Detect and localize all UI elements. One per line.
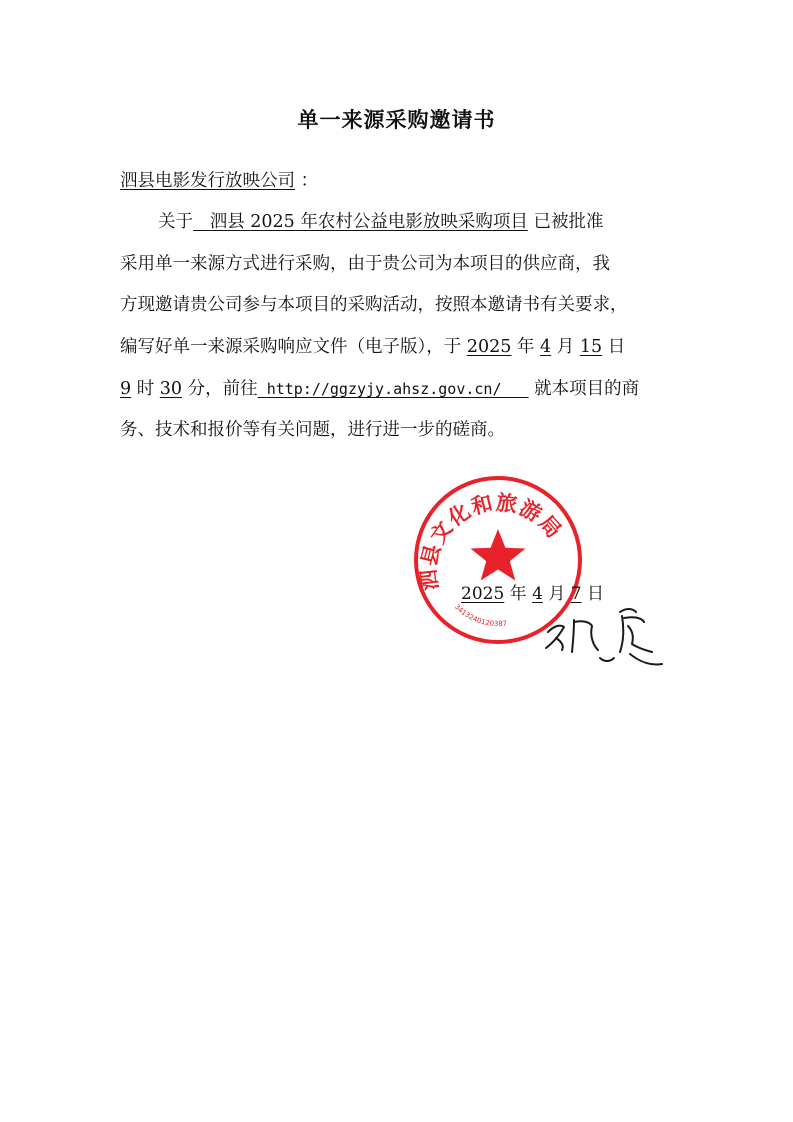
day-char: 日 [607,337,626,357]
paragraph-line-6: 务、技术和报价等有关问题，进行进一步的磋商。 [120,420,505,440]
line4-prefix: 编写好单一来源采购响应文件（电子版），于 [120,337,462,357]
recipient-colon: ： [300,171,319,191]
year-char: 年 [516,337,535,357]
signature-month-char: 月 [548,584,566,604]
paragraph-line-2: 采用单一来源方式进行采购，由于贵公司为本项目的供应商，我 [120,254,610,274]
signature-day: 7 [570,584,582,604]
paragraph-line-4 [120,339,625,357]
signature-month: 4 [532,584,543,604]
response-day: 15 [579,337,603,357]
procurement-url-text: http://ggzyjy.ahsz.gov.cn/ [266,380,502,398]
handwritten-signature [540,600,665,680]
paragraph-prefix: 关于 [158,212,193,232]
signature-year: 2025 [461,584,505,604]
month-char: 月 [556,337,575,357]
line5-suffix: 就本项目的商 [534,379,640,399]
response-minute: 30 [159,379,183,399]
paragraph-line-1 [158,214,603,232]
paragraph-line-5 [120,381,639,399]
recipient-name: 泗县电影发行放映公司 [120,171,295,191]
response-year: 2025 [466,337,512,357]
response-hour: 9 [120,379,132,399]
paragraph-suffix: 已被批准 [533,212,604,232]
recipient-line [120,173,318,191]
paragraph-line-3: 方现邀请贵公司参与本项目的采购活动，按照本邀请书有关要求， [120,295,628,315]
project-name-text: 泗县 2025 年农村公益电影放映采购项目 [209,212,528,232]
response-month: 4 [540,337,552,357]
signature-year-char: 年 [509,584,527,604]
project-name [193,212,528,232]
document-title: 单一来源采购邀请书 [297,107,496,132]
hour-char: 时 [136,379,155,399]
star-icon [471,529,526,581]
signature-day-char: 日 [586,584,604,604]
seal-name: 泗县文化和旅游局 [415,489,567,592]
procurement-url[interactable] [258,380,529,398]
seal-code: 3413240120387 [452,602,508,629]
minute-char: 分，前往 [187,379,258,399]
